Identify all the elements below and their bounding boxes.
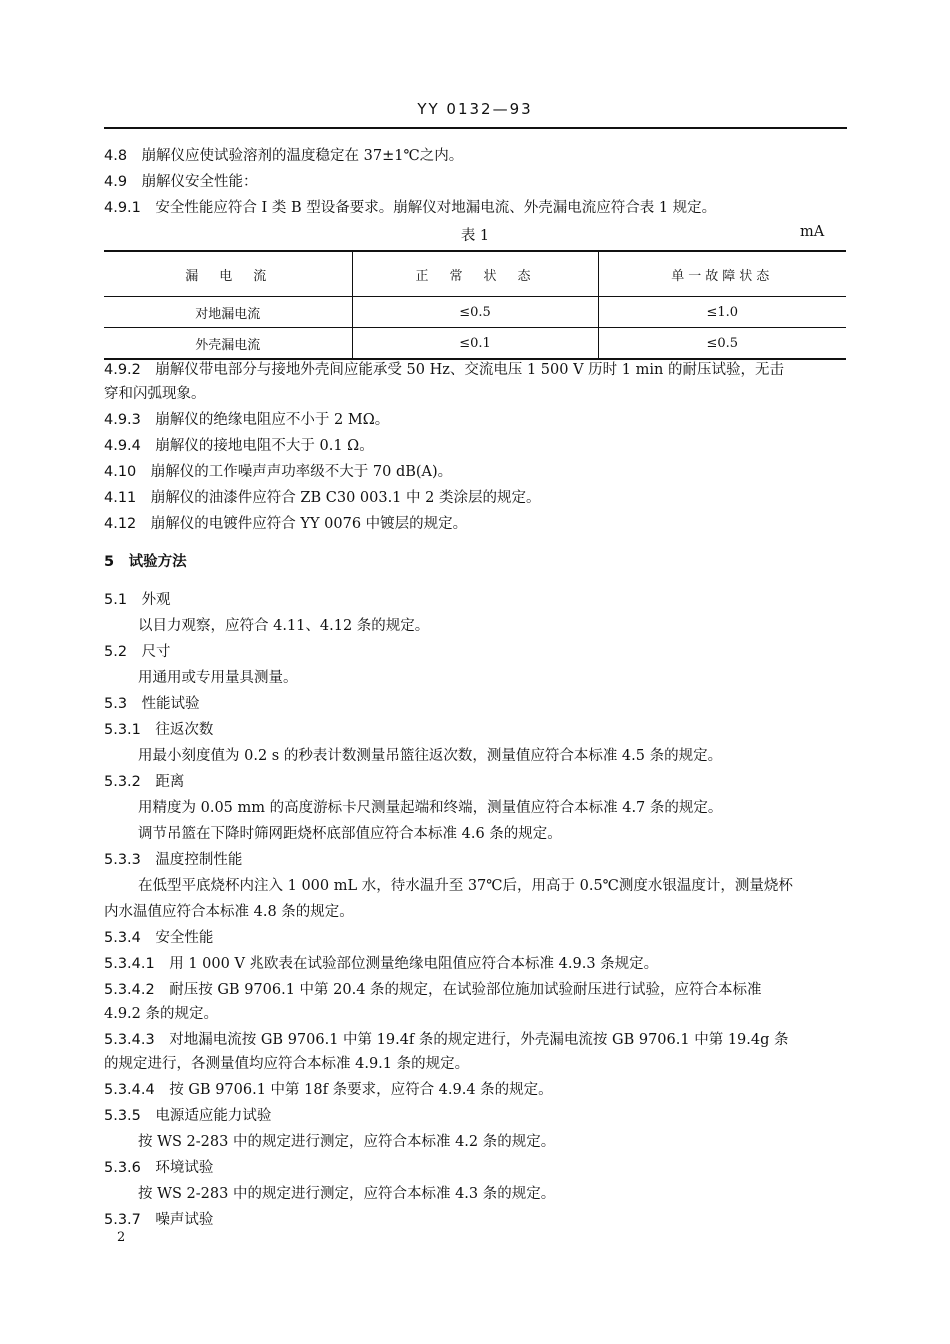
clause-5-3-6 [104, 1158, 846, 1178]
clause-4-10 [104, 462, 846, 482]
clause-5-2 [104, 642, 846, 662]
table-row [104, 297, 846, 328]
table-header-cell: 漏 电 流 [104, 251, 352, 297]
clause-5-3-4-4 [104, 1080, 846, 1100]
table-caption: 表 1 [460, 228, 490, 244]
clause-text: 崩解仪安全性能： [141, 174, 258, 190]
clause-text: 性能试验 [141, 696, 200, 712]
clause-5-3-1 [104, 720, 846, 740]
clause-5-3-3 [104, 850, 846, 870]
clause-5-3-5 [104, 1106, 846, 1126]
clause-body [138, 746, 846, 766]
clause-4-11 [104, 488, 846, 508]
clause-number: 5.3.6 [104, 1160, 141, 1176]
clause-number: 5.3.1 [104, 722, 141, 738]
page-number: 2 [117, 1230, 126, 1245]
clause-4-9 [104, 172, 846, 192]
clause-text: 按 GB 9706.1 中第 18f 条要求，应符合 4.9.4 条的规定。 [169, 1082, 553, 1098]
clause-text: 按 WS 2-283 中的规定进行测定，应符合本标准 4.3 条的规定。 [138, 1186, 556, 1202]
table-cell: ≤1.0 [598, 297, 846, 328]
leakage-current-table [104, 250, 846, 360]
clause-text: 安全性能应符合 I 类 B 型设备要求。崩解仪对地漏电流、外壳漏电流应符合表 1 规定。 [155, 200, 717, 216]
clause-text: 调节吊篮在下降时筛网距烧杯底部值应符合本标准 4.6 条的规定。 [138, 826, 562, 842]
clause-text: 往返次数 [155, 722, 214, 738]
clause-number: 5.3.4.1 [104, 956, 155, 972]
clause-body [138, 616, 846, 636]
clause-text: 用最小刻度值为 0.2 s 的秒表计数测量吊篮往返次数，测量值应符合本标准 4.5 条的规定。 [138, 748, 723, 764]
clause-4-12 [104, 514, 846, 534]
clause-body [138, 798, 846, 818]
document-header: YY 0132—93 [417, 100, 533, 118]
clause-text: 温度控制性能 [155, 852, 243, 868]
clause-number: 5.3.4.3 [104, 1032, 155, 1048]
clause-text: 崩解仪的接地电阻不大于 0.1 Ω。 [155, 438, 374, 454]
clause-text: 按 WS 2-283 中的规定进行测定，应符合本标准 4.2 条的规定。 [138, 1134, 556, 1150]
clause-text: 电源适应能力试验 [155, 1108, 272, 1124]
clause-text: 用通用或专用量具测量。 [138, 670, 298, 686]
clause-text: 用 1 000 V 兆欧表在试验部位测量绝缘电阻值应符合本标准 4.9.3 条规定。 [169, 956, 659, 972]
clause-5-3-2 [104, 772, 846, 792]
table-header-cell: 正 常 状 态 [352, 251, 598, 297]
clause-number: 5.3.3 [104, 852, 141, 868]
clause-number: 5.3.4 [104, 930, 141, 946]
clause-text: 崩解仪的绝缘电阻应不小于 2 MΩ。 [155, 412, 390, 428]
table-header-cell: 单一故障状态 [598, 251, 846, 297]
clause-number: 4.10 [104, 464, 137, 480]
clause-number: 4.9 [104, 174, 128, 190]
clause-text: 距离 [155, 774, 185, 790]
clause-text: 用精度为 0.05 mm 的高度游标卡尺测量起端和终端，测量值应符合本标准 4.7 条的规定。 [138, 800, 723, 816]
clause-text: 外观 [141, 592, 171, 608]
clause-text: 的规定进行，各测量值均应符合本标准 4.9.1 条的规定。 [104, 1056, 470, 1072]
clause-4-9-3 [104, 410, 846, 430]
clause-number: 4.9.3 [104, 412, 141, 428]
clause-number: 4.9.4 [104, 438, 141, 454]
clause-text: 崩解仪的电镀件应符合 YY 0076 中镀层的规定。 [150, 516, 468, 532]
clause-5-3-4-2 [104, 980, 846, 1000]
clause-text: 4.9.2 条的规定。 [104, 1006, 219, 1022]
clause-text: 崩解仪应使试验溶剂的温度稳定在 37±1℃之内。 [141, 148, 464, 164]
clause-4-9-4 [104, 436, 846, 456]
clause-text: 以目力观察，应符合 4.11、4.12 条的规定。 [138, 618, 430, 634]
section-5-heading [104, 552, 846, 572]
table-header-row [104, 251, 846, 297]
clause-continuation [104, 384, 846, 404]
clause-body [138, 668, 846, 688]
section-title: 试验方法 [128, 554, 187, 570]
clause-5-1 [104, 590, 846, 610]
clause-text: 环境试验 [155, 1160, 214, 1176]
table-row [104, 328, 846, 360]
clause-number: 4.9.1 [104, 200, 141, 216]
clause-5-3-4 [104, 928, 846, 948]
clause-number: 5.3 [104, 696, 128, 712]
clause-number: 4.11 [104, 490, 137, 506]
clause-text: 崩解仪的油漆件应符合 ZB C30 003.1 中 2 类涂层的规定。 [150, 490, 541, 506]
clause-number: 5.3.4.2 [104, 982, 155, 998]
table-cell: ≤0.5 [352, 297, 598, 328]
clause-number: 5.2 [104, 644, 128, 660]
clause-number: 5.1 [104, 592, 128, 608]
clause-number: 5.3.7 [104, 1212, 141, 1228]
clause-text: 安全性能 [155, 930, 214, 946]
table-cell: ≤0.1 [352, 328, 598, 360]
clause-text: 在低型平底烧杯内注入 1 000 mL 水，待水温升至 37℃后，用高于 0.5℃测度水银温度计，测量烧杯 [138, 878, 793, 894]
clause-body [138, 1132, 846, 1152]
clause-4-8 [104, 146, 846, 166]
clause-number: 5.3.5 [104, 1108, 141, 1124]
clause-text: 耐压按 GB 9706.1 中第 20.4 条的规定，在试验部位施加试验耐压进行试验，应符合本标准 [169, 982, 762, 998]
clause-number: 4.12 [104, 516, 137, 532]
table-cell: 外壳漏电流 [104, 328, 352, 360]
clause-body [138, 876, 846, 896]
clause-number: 4.8 [104, 148, 128, 164]
clause-continuation [104, 902, 846, 922]
clause-text: 穿和闪弧现象。 [104, 386, 206, 402]
clause-text: 对地漏电流按 GB 9706.1 中第 19.4f 条的规定进行，外壳漏电流按 GB 9706.1 中第 19.4g 条 [169, 1032, 789, 1048]
clause-text: 崩解仪带电部分与接地外壳间应能承受 50 Hz、交流电压 1 500 V 历时 1 min 的耐压试验，无击 [155, 362, 784, 378]
clause-5-3 [104, 694, 846, 714]
clause-text: 内水温值应符合本标准 4.8 条的规定。 [104, 904, 354, 920]
clause-continuation [104, 1004, 846, 1024]
header-rule [104, 127, 847, 129]
clause-5-3-4-1 [104, 954, 846, 974]
section-number: 5 [104, 554, 115, 570]
clause-4-9-1 [104, 198, 846, 218]
clause-number: 4.9.2 [104, 362, 141, 378]
clause-5-3-7 [104, 1210, 846, 1230]
table-cell: 对地漏电流 [104, 297, 352, 328]
clause-body [138, 824, 846, 844]
clause-4-9-2 [104, 360, 846, 380]
clause-text: 噪声试验 [155, 1212, 214, 1228]
table-cell: ≤0.5 [598, 328, 846, 360]
clause-continuation [104, 1054, 846, 1074]
clause-5-3-4-3 [104, 1030, 846, 1050]
clause-text: 崩解仪的工作噪声声功率级不大于 70 dB(A)。 [150, 464, 453, 480]
table-unit: mA [800, 224, 825, 240]
clause-body [138, 1184, 846, 1204]
clause-text: 尺寸 [141, 644, 171, 660]
clause-number: 5.3.2 [104, 774, 141, 790]
clause-number: 5.3.4.4 [104, 1082, 155, 1098]
